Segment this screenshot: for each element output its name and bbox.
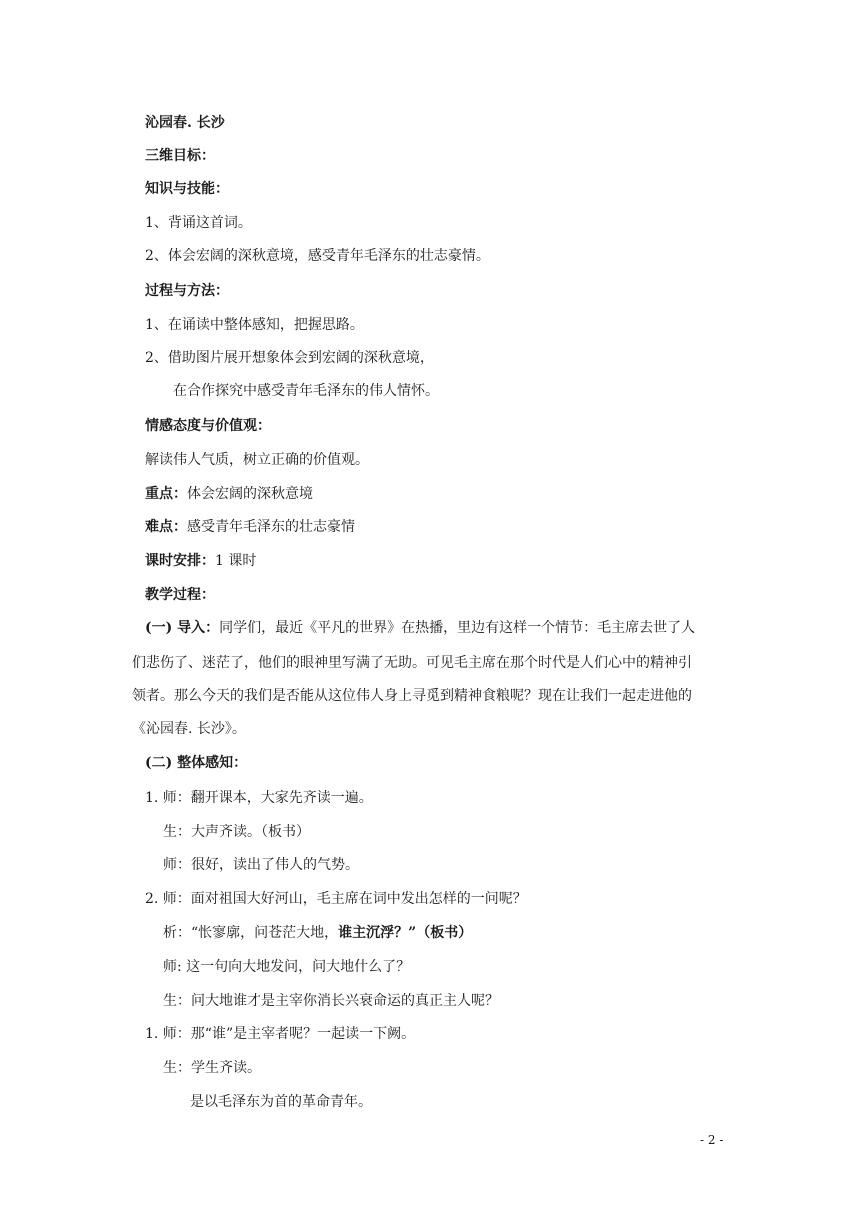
intro-line-1: [145, 618, 695, 638]
schedule-label: 课时安排：: [145, 553, 215, 569]
knowledge-item-2: 2、体会宏阔的深秋意境，感受青年毛泽东的壮志豪情。: [145, 248, 490, 264]
knowledge-skills-heading: 知识与技能：: [145, 181, 229, 197]
process-item-2: 2、借助图片展开想象体会到宏阔的深秋意境，: [145, 350, 434, 366]
overall-line-5-pre: 析：“怅寥廓，问苍茫大地，: [163, 925, 339, 941]
overall-line-6: 师: 这一句向大地发问，问大地什么了？: [163, 959, 411, 975]
intro-line-2: 们悲伤了、迷茫了，他们的眼神里写满了无助。可见毛主席在那个时代是人们心中的精神引: [132, 655, 692, 671]
knowledge-item-1: 1、背诵这首词。: [145, 215, 252, 231]
overall-line-8: 1. 师：那“谁”是主宰者呢？一起读一下阙。: [145, 1026, 416, 1042]
overall-line-10: 是以毛泽东为首的革命青年。: [190, 1094, 372, 1110]
emotion-values-text: 解读伟人气质，树立正确的价值观。: [145, 452, 369, 468]
key-point-label: 重点：: [145, 486, 187, 502]
difficulty-text: 感受青年毛泽东的壮志豪情: [187, 519, 355, 535]
teaching-process-heading: 教学过程：: [145, 587, 215, 603]
overall-line-9: 生：学生齐读。: [163, 1060, 261, 1076]
overall-line-1: 1. 师：翻开课本，大家先齐读一遍。: [145, 790, 373, 806]
difficulty-label: 难点：: [145, 519, 187, 535]
key-point-line: [145, 484, 313, 504]
key-point-text: 体会宏阔的深秋意境: [187, 486, 313, 502]
intro-line-4: 《沁园春. 长沙》。: [132, 721, 246, 737]
overall-line-7: 生：问大地谁才是主宰你消长兴衰命运的真正主人呢？: [163, 993, 499, 1009]
overall-line-2: 生：大声齐读。（板书）: [163, 824, 310, 840]
intro-text-1: 同学们，最近《平凡的世界》在热播，里边有这样一个情节：毛主席去世了人: [219, 620, 696, 636]
intro-label: (一) 导入：: [145, 620, 220, 636]
page-number: - 2 -: [700, 1133, 724, 1147]
difficulty-line: [145, 517, 355, 537]
three-dim-goals-heading: 三维目标：: [145, 148, 215, 164]
process-item-1: 1、在诵读中整体感知，把握思路。: [145, 317, 364, 333]
overall-line-5-bold: 谁主沉浮？”（板书）: [338, 925, 473, 941]
process-methods-heading: 过程与方法：: [145, 283, 229, 299]
schedule-text: 1 课时: [215, 553, 257, 569]
intro-line-3: 领者。那么今天的我们是否能从这位伟人身上寻觅到精神食粮呢？现在让我们一起走进他的: [132, 688, 692, 704]
overall-heading: (二) 整体感知：: [145, 755, 248, 771]
process-item-2-continued: 在合作探究中感受青年毛泽东的伟人情怀。: [173, 383, 439, 399]
overall-line-5: [163, 923, 472, 943]
overall-line-4: 2. 师：面对祖国大好河山，毛主席在词中发出怎样的一问呢？: [145, 891, 527, 907]
schedule-line: [145, 551, 256, 571]
emotion-values-heading: 情感态度与价值观：: [145, 418, 271, 434]
overall-line-3: 师：很好，读出了伟人的气势。: [163, 857, 359, 873]
doc-title: 沁园春. 长沙: [145, 115, 225, 131]
